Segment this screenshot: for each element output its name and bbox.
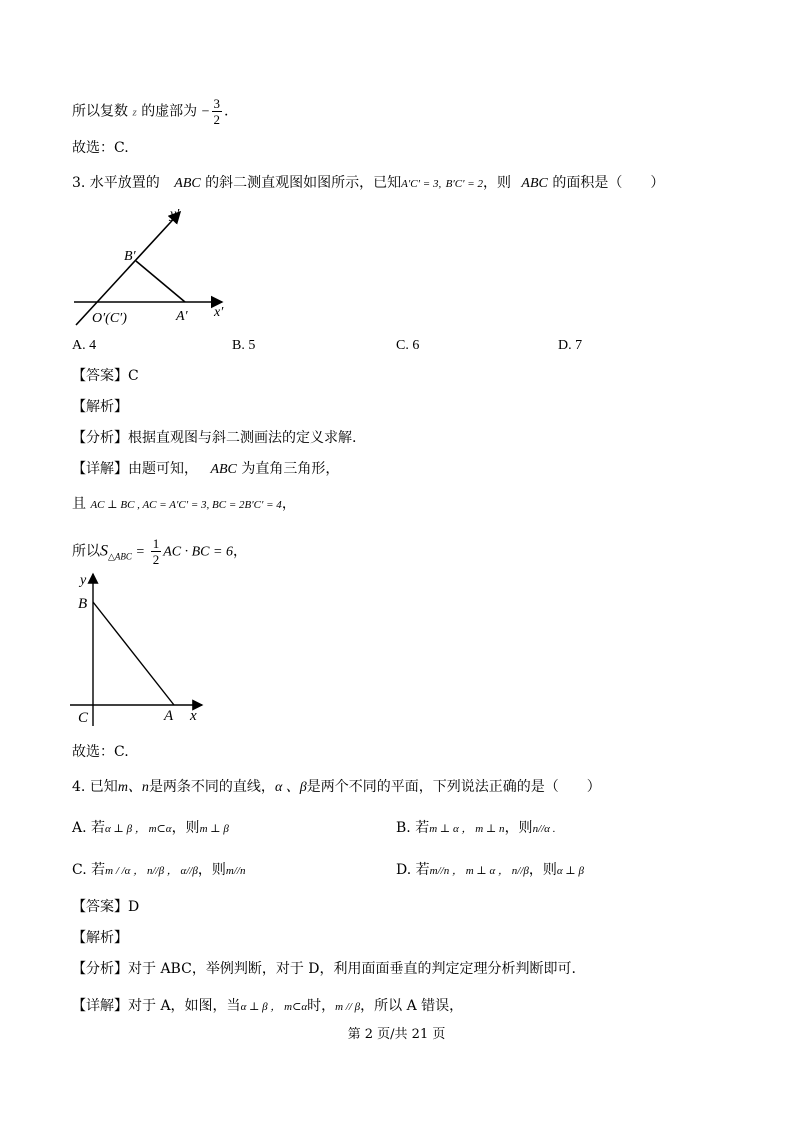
q3-option-b[interactable]: B. 5 (232, 338, 256, 353)
label-origin: O′(C′) (92, 311, 127, 326)
q3-original-figure (70, 568, 210, 728)
label-b-prime: B′ (124, 249, 136, 264)
label-y: y (80, 573, 87, 588)
label-a-prime: A′ (176, 309, 188, 324)
q3-choose: 故选：C. (72, 744, 129, 760)
label-b: B (78, 596, 88, 612)
q3-detail-2: 且 AC ⊥ BC , AC = A′C′ = 3, BC = 2B′C′ = 4， (72, 496, 296, 512)
fraction: $\frac{3}{2}$ (213, 96, 221, 127)
q3-oblique-figure (70, 200, 240, 330)
q3-area-line: 所以$S_{\triangle ABC}$ = $\frac{1}{2}$ AC · BC = 6， (72, 536, 247, 567)
label-c: C (78, 710, 89, 726)
q4-option-a[interactable]: A. 若α ⊥ β ， m⊂α，则m ⊥ β (72, 820, 229, 836)
q3-option-a[interactable]: A. 4 (72, 338, 97, 353)
segment-ba (136, 261, 185, 302)
q3-option-c[interactable]: C. 6 (396, 338, 420, 353)
q4-fenxi: 【分析】对于 ABC，举例判断，对于 D，利用面面垂直的判定定理分析判断即可. (72, 961, 576, 977)
q4-option-b[interactable]: B. 若m ⊥ α ， m ⊥ n，则n//α . (396, 820, 556, 836)
q4-detail: 【详解】对于 A，如图，当α ⊥ β ， m⊂α时，m // β，所以 A 错误， (72, 998, 464, 1014)
segment-ba (93, 602, 174, 705)
q3-answer: 【答案】C (72, 368, 139, 384)
prev-choose: 故选：C. (72, 140, 129, 156)
q3-option-d[interactable]: D. 7 (558, 338, 583, 353)
label-x: x (190, 708, 197, 724)
q3-stem: 3. 水平放置的 ABC 的斜二测直观图如图所示，已知A′C′ = 3, B′C′ = 2，则 ABC 的面积是（ ） (72, 175, 665, 191)
q4-answer: 【答案】D (72, 899, 140, 915)
q4-option-d[interactable]: D. 若m//n ， m ⊥ α ， n//β，则α ⊥ β (396, 862, 584, 878)
q4-option-c[interactable]: C. 若m / /α ， n//β ， α//β，则m//n (72, 862, 246, 878)
y-axis (76, 212, 180, 325)
prev-result-line: 所以复数 z 的虚部为 − $\frac{3}{2}$ . (72, 96, 229, 127)
fraction-half: $\frac{1}{2}$ (152, 536, 160, 567)
label-y-prime: y′ (170, 207, 180, 222)
page-footer: 第 2 页/共 21 页 (347, 1027, 446, 1042)
q3-analysis-title: 【解析】 (72, 399, 128, 415)
label-a: A (164, 708, 174, 724)
q4-stem: 4. 已知m、n是两条不同的直线，α 、β是两个不同的平面，下列说法正确的是（ ） (72, 779, 601, 795)
q3-detail: 【详解】由题可知， ABC 为直角三角形， (72, 461, 340, 477)
q3-fenxi: 【分析】根据直观图与斜二测画法的定义求解. (72, 430, 357, 446)
q4-analysis-title: 【解析】 (72, 930, 128, 946)
label-x-prime: x′ (214, 305, 224, 320)
